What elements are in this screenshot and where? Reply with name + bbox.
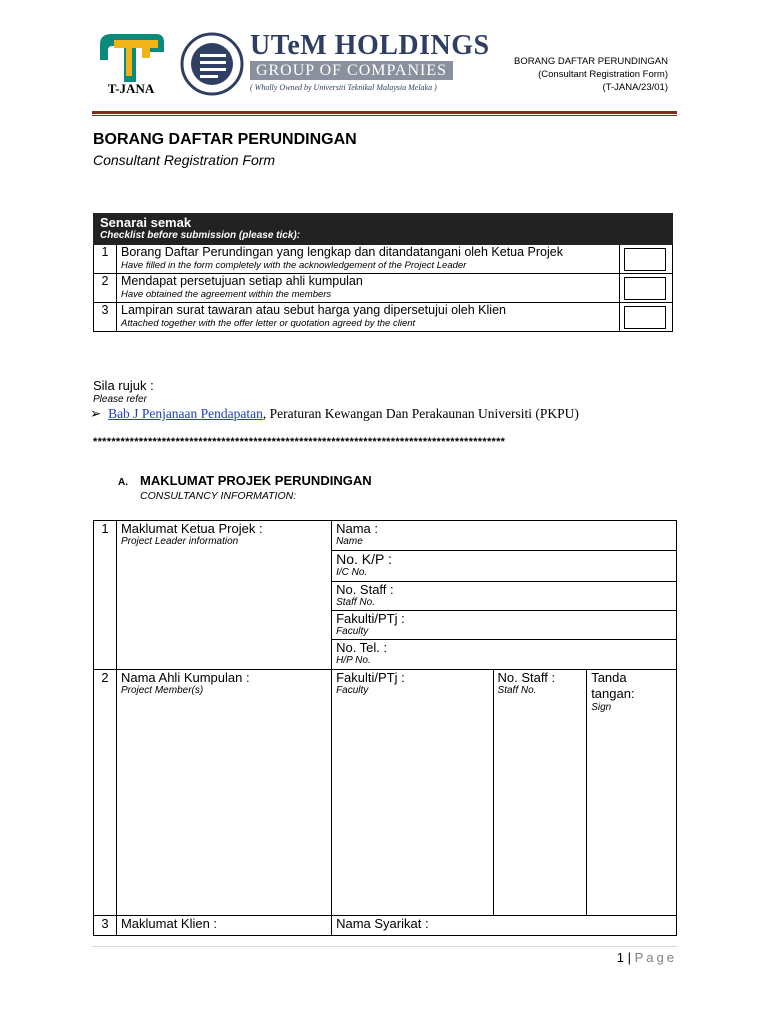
phone-label: No. Tel. : — [336, 640, 388, 655]
project-leader-label: Maklumat Ketua Projek : — [120, 521, 263, 536]
checklist-table — [93, 213, 673, 332]
page-subtitle: Consultant Registration Form — [93, 152, 276, 168]
page-number: 1 — [616, 950, 624, 965]
page-footer — [617, 950, 677, 965]
checklist-tick-box-3[interactable] — [624, 306, 666, 329]
header-form-name: BORANG DAFTAR PERUNDINGAN — [514, 56, 668, 67]
checklist-item — [94, 274, 673, 303]
member-sign-label: Tanda tangan: — [591, 670, 635, 701]
checklist-item-text: Borang Daftar Perundingan yang lengkap dan ditandatangani oleh Ketua Projek — [121, 245, 563, 259]
refer-label: Sila rujuk : — [93, 378, 154, 393]
header-form-code: (T-JANA/23/01) — [602, 82, 668, 93]
section-a-title: MAKLUMAT PROJEK PERUNDINGAN — [140, 473, 372, 488]
tjana-logo — [96, 30, 166, 96]
checklist-tick-box-2[interactable] — [624, 277, 666, 300]
refer-line — [90, 406, 579, 422]
ic-number-label-en: I/C No. — [336, 567, 368, 578]
phone-label-en: H/P No. — [336, 655, 371, 666]
pkpu-link[interactable]: Bab J Penjanaan Pendapatan — [108, 406, 263, 421]
refer-label-en: Please refer — [93, 394, 147, 405]
checklist-item — [94, 245, 673, 274]
separator-stars: ****************************************************************************************** — [93, 436, 506, 448]
table-row — [94, 521, 677, 551]
checklist-tick-box-1[interactable] — [624, 248, 666, 271]
client-label: Maklumat Klien : — [120, 916, 218, 931]
row-number: 2 — [94, 670, 117, 916]
section-a-title-en: CONSULTANCY INFORMATION: — [140, 490, 297, 502]
faculty-label-en: Faculty — [336, 626, 369, 637]
consultancy-info-table — [93, 520, 677, 936]
member-sign-label-en: Sign — [591, 702, 612, 713]
faculty-field[interactable] — [332, 611, 677, 640]
checklist-title: Senarai semak — [100, 215, 192, 230]
section-a-letter: A. — [118, 477, 128, 488]
checklist-item-text-en: Have obtained the agreement within the members — [121, 289, 332, 300]
utem-title: UTeM HOLDINGS — [250, 30, 490, 61]
name-label-en: Name — [336, 536, 363, 547]
member-faculty-label: Fakulti/PTj : — [336, 670, 405, 685]
arrow-bullet-icon: ➢ — [90, 406, 102, 421]
utem-owned-text: ( Wholly Owned by Universiti Teknikal Malaysia Melaka ) — [250, 83, 437, 92]
checklist-header — [94, 214, 673, 245]
company-name-field[interactable] — [332, 916, 677, 936]
checklist-item-text-en: Have filled in the form completely with the acknowledgement of the Project Leader — [121, 260, 467, 271]
checklist-item-number: 1 — [94, 245, 117, 274]
page-label: Page — [634, 950, 677, 965]
page-separator: | — [627, 950, 631, 965]
staff-number-field[interactable] — [332, 582, 677, 611]
ic-number-field[interactable] — [332, 551, 677, 582]
name-label: Nama : — [336, 521, 378, 536]
checklist-item-number: 2 — [94, 274, 117, 303]
ic-number-label: No. K/P : — [336, 551, 392, 567]
member-sign-field[interactable] — [587, 670, 677, 916]
refer-rest: , Peraturan Kewangan Dan Perakaunan Universiti (PKPU) — [262, 406, 579, 421]
row-number: 1 — [94, 521, 117, 670]
checklist-item-text-en: Attached together with the offer letter or quotation agreed by the client — [121, 318, 416, 329]
member-staff-label: No. Staff : — [497, 670, 556, 685]
tjana-label: T-JANA — [107, 81, 155, 96]
phone-field[interactable] — [332, 640, 677, 670]
faculty-label: Fakulti/PTj : — [336, 611, 405, 626]
page-title: BORANG DAFTAR PERUNDINGAN — [93, 131, 357, 148]
member-faculty-label-en: Faculty — [336, 685, 369, 696]
section-a-heading — [118, 473, 372, 488]
header-form-info — [514, 55, 668, 94]
staff-number-label: No. Staff : — [336, 582, 394, 597]
checklist-subtitle: Checklist before submission (please tick): — [100, 230, 301, 241]
checklist-item-text: Lampiran surat tawaran atau sebut harga yang dipersetujui oleh Klien — [121, 303, 506, 317]
member-staff-label-en: Staff No. — [497, 685, 537, 696]
header-divider-thin — [92, 115, 677, 116]
checklist-item — [94, 303, 673, 332]
table-row — [94, 670, 677, 916]
checklist-item-number: 3 — [94, 303, 117, 332]
members-label-en: Project Member(s) — [120, 685, 204, 696]
members-label: Nama Ahli Kumpulan : — [120, 670, 250, 685]
row-number: 3 — [94, 916, 117, 936]
footer-divider — [92, 946, 677, 947]
company-name-label: Nama Syarikat : — [336, 916, 429, 931]
project-leader-label-en: Project Leader information — [120, 536, 239, 547]
utem-subtitle: GROUP OF COMPANIES — [250, 61, 453, 80]
name-field[interactable] — [332, 521, 677, 551]
staff-number-label-en: Staff No. — [336, 597, 375, 608]
header-divider — [92, 111, 677, 114]
checklist-item-text: Mendapat persetujuan setiap ahli kumpulan — [121, 274, 363, 288]
utem-seal-icon — [180, 32, 244, 96]
header-form-name-en: (Consultant Registration Form) — [538, 69, 668, 80]
member-faculty-field[interactable] — [332, 670, 493, 916]
member-staff-field[interactable] — [493, 670, 587, 916]
table-row — [94, 916, 677, 936]
